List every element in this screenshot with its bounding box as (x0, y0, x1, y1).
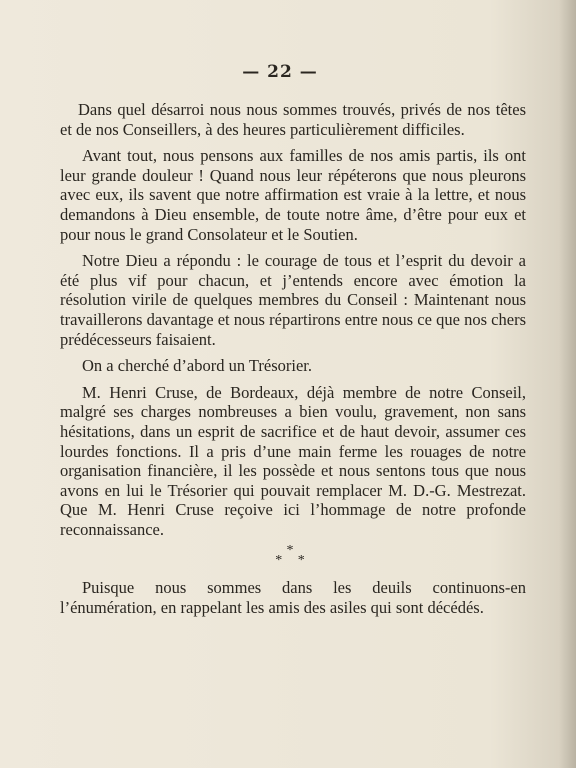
paragraph-2: Avant tout, nous pensons aux familles de nos amis partis, ils ont leur grande douleur ! Quand nous leur répéterons que nous pleurons avec eux, ils savent que notre affirmation est vraie à la lettre, et nous demandons à Dieu ensemble, de toute notre âme, d’être pour eux et pour nous le grand Consolateur et le Soutien. (60, 146, 526, 244)
paragraph-4: On a cherché d’abord un Trésorier. (82, 356, 313, 376)
body-text (60, 100, 526, 625)
section-separator: * * * (275, 543, 311, 569)
paragraph-3: Notre Dieu a répondu : le courage de tous et l’esprit du devoir a été plus vif pour chacun, et j’entends encore avec émotion la résolution virile de quelques membres du Conseil : Maintenant nous travaillerons davantage et nous répartirons entre nous ce que nos chers prédécesseurs faisaient. (60, 251, 526, 349)
closing-paragraph: Puisque nous sommes dans les deuils continuons-en l’énumération, en rappelant les amis des asiles qui sont décédés. (60, 578, 526, 618)
paragraph-5: M. Henri Cruse, de Bordeaux, déjà membre de notre Conseil, malgré ses charges nombreuses a bien voulu, gravement, non sans hésitations, dans un esprit de sacrifice et de haut devoir, assumer ces lourdes fonctions. Il a pris d’une main ferme les rouages de notre organisation financière, il les possède et nous sentons tous que nous avons en lui le Trésorier qui pouvait remplacer M. D.-G. Mestrezat. Que M. Henri Cruse reçoive ici l’hommage de notre profonde reconnaissance. (60, 382, 526, 539)
page-number: — 22 — (242, 62, 318, 82)
paragraph-1: Dans quel désarroi nous nous sommes trouvés, privés de nos têtes et de nos Conseillers, à des heures particulièrement difficiles. (60, 100, 526, 139)
